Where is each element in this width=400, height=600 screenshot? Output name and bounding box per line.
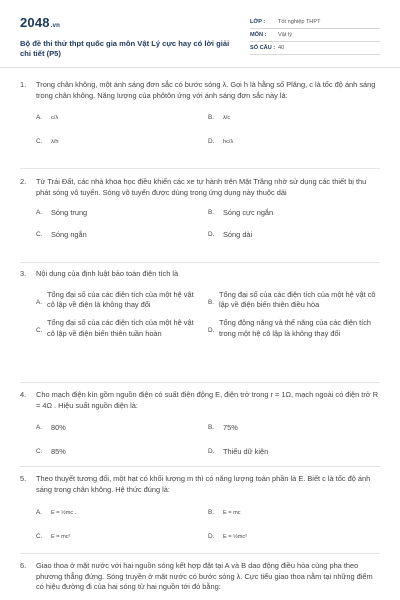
option-a[interactable] xyxy=(36,423,208,434)
option-a[interactable] xyxy=(36,208,208,219)
question-text: Trong chân không, một ánh sáng đơn sắc có bước sóng λ. Gọi h là hằng số Plăng, c là tốc độ ánh sáng trong chân không. Năng lượng của phôtôn ứng với ánh sáng đơn sắc này là: xyxy=(36,80,376,100)
options xyxy=(36,113,380,146)
question-number: 3. xyxy=(20,269,27,278)
option-a[interactable] xyxy=(36,508,208,517)
question-stem xyxy=(20,177,380,198)
option-text: E = ½mc . xyxy=(51,510,77,517)
option-label: A. xyxy=(36,298,43,306)
question-text: Cho mạch điện kín gồm nguồn điện có suất điện động E, điện trở trong r = 1Ω, mạch ngoài có điện trở R = 4Ω . Hiệu suất nguồn điện là: xyxy=(36,390,379,410)
question-number: 4. xyxy=(20,390,27,399)
question-separator xyxy=(20,168,380,169)
option-label: D. xyxy=(208,448,215,456)
option-label: B. xyxy=(208,509,215,517)
option-label: D. xyxy=(208,327,215,335)
option-label: A. xyxy=(36,209,43,217)
option-text: Tổng đại số của các điện tích của một hệ vật cô lập về điện biến thiên điều hòa xyxy=(219,289,376,310)
options xyxy=(36,423,380,457)
options xyxy=(36,508,380,541)
question-number: 6. xyxy=(20,561,27,570)
question-2 xyxy=(20,177,380,241)
question-stem xyxy=(20,561,380,593)
option-text: λ/h xyxy=(51,138,59,145)
question-separator xyxy=(20,553,380,554)
option-text: E = ½mc² xyxy=(223,533,248,540)
option-c[interactable] xyxy=(36,532,208,541)
question-stem xyxy=(20,269,380,280)
option-label: B. xyxy=(208,298,215,306)
option-label: A. xyxy=(36,509,43,517)
options xyxy=(36,290,380,339)
meta-key: MÔN : xyxy=(250,31,267,38)
question-stem xyxy=(20,80,380,101)
option-label: C. xyxy=(36,532,43,540)
meta-row-class xyxy=(250,16,380,29)
option-label: D. xyxy=(208,532,215,540)
question-separator xyxy=(20,382,380,383)
option-label: C. xyxy=(36,448,43,456)
question-4 xyxy=(20,390,380,458)
question-stem xyxy=(20,390,380,411)
option-label: D. xyxy=(208,137,215,145)
option-text: λ/c xyxy=(223,115,231,122)
question-1 xyxy=(20,80,380,146)
option-text: Thiếu dữ kiện xyxy=(223,447,269,457)
option-c[interactable] xyxy=(36,318,208,339)
option-label: D. xyxy=(208,231,215,239)
question-separator xyxy=(20,466,380,467)
option-text: E = mc xyxy=(223,510,241,517)
question-number: 1. xyxy=(20,80,27,89)
meta-key: LỚP : xyxy=(250,18,266,25)
meta-row-subject xyxy=(250,29,380,42)
option-c[interactable] xyxy=(36,230,208,241)
meta-row-count xyxy=(250,42,380,55)
option-d[interactable] xyxy=(208,447,380,458)
option-text: Sóng ngắn xyxy=(51,230,87,240)
option-b[interactable] xyxy=(208,113,380,122)
option-d[interactable] xyxy=(208,230,380,241)
option-text: Sóng trung xyxy=(51,208,88,218)
option-d[interactable] xyxy=(208,318,380,339)
question-number: 2. xyxy=(20,177,27,186)
header-left xyxy=(20,14,230,66)
option-label: A. xyxy=(36,424,43,432)
option-text: Sóng cực ngắn xyxy=(223,208,274,218)
option-label: C. xyxy=(36,231,43,239)
question-3 xyxy=(20,269,380,339)
question-6 xyxy=(20,561,380,593)
logo-main: 2048 xyxy=(20,15,50,30)
question-text: Nội dung của định luật bảo toàn điện tích là xyxy=(36,269,179,278)
option-label: C. xyxy=(36,137,43,145)
document-title: Bộ đề thi thử thpt quốc gia môn Vật Lý cực hay có lời giải chi tiết (P5) xyxy=(20,38,230,59)
option-d[interactable] xyxy=(208,137,380,146)
meta-value: Tốt nghiệp THPT xyxy=(278,18,321,25)
option-label: B. xyxy=(208,424,215,432)
option-label: C. xyxy=(36,327,43,335)
option-b[interactable] xyxy=(208,508,380,517)
meta-value: Vật lý xyxy=(278,31,292,38)
option-label: B. xyxy=(208,209,215,217)
option-c[interactable] xyxy=(36,137,208,146)
option-b[interactable] xyxy=(208,423,380,434)
option-a[interactable] xyxy=(36,290,208,311)
option-text: Sóng dài xyxy=(223,230,253,240)
question-5 xyxy=(20,474,380,541)
question-text: Từ Trái Đất, các nhà khoa học điều khiển các xe tự hành trên Mặt Trăng nhờ sử dụng các thiết bị thu phát sóng vô tuyến. Sóng vô tuyến được dùng trong ứng dụng này thuộc dải xyxy=(36,177,367,197)
question-separator xyxy=(20,262,380,263)
option-b[interactable] xyxy=(208,208,380,219)
option-label: A. xyxy=(36,114,43,122)
header-divider xyxy=(0,67,400,68)
option-text: Tổng động năng và thế năng của các điện tích trong một hệ cô lập là không thay đổi xyxy=(219,318,372,338)
option-text: 75% xyxy=(223,423,238,433)
question-text: Theo thuyết tương đối, một hạt có khối lượng m thì có năng lượng toàn phần là E. Biết c là tốc độ ánh sáng trong chân không. Hệ thức đúng là: xyxy=(36,474,371,494)
option-text: 85% xyxy=(51,447,66,457)
meta-key: SỐ CÂU : xyxy=(250,44,276,51)
meta-value: 40 xyxy=(278,44,285,51)
site-logo[interactable] xyxy=(20,14,230,33)
option-text: hc/λ xyxy=(223,138,234,145)
logo-suffix: .vn xyxy=(50,23,61,29)
header xyxy=(20,0,380,66)
question-text: Giao thoa ở mặt nước với hai nguồn sóng kết hợp đặt tại A và B dao động điều hòa cùng pha theo phương thẳng đứng. Sóng truyền ở mặt nước có bước sóng λ. Cực tiểu giao thoa nằm tại những điểm có hiệu đường đi của hai sóng từ hai nguồn tới đó bằng: xyxy=(36,561,373,592)
meta-table xyxy=(250,16,380,66)
option-text: 80% xyxy=(51,423,66,433)
question-number: 5. xyxy=(20,474,27,483)
option-a[interactable] xyxy=(36,113,208,122)
option-c[interactable] xyxy=(36,447,208,458)
option-b[interactable] xyxy=(208,290,380,311)
option-text: Tổng đại số của các điện tích của một hệ vật cô lập về điện biến thiên tuần hoàn xyxy=(47,318,194,338)
option-text: c/λ xyxy=(51,115,59,122)
question-stem xyxy=(20,474,380,495)
option-label: B. xyxy=(208,114,215,122)
options xyxy=(36,208,380,240)
option-text: Tổng đại số của các điện tích của một hệ vật cô lập về điện là không thay đổi xyxy=(47,289,194,310)
option-text: E = mc² xyxy=(51,533,71,540)
option-d[interactable] xyxy=(208,532,380,541)
